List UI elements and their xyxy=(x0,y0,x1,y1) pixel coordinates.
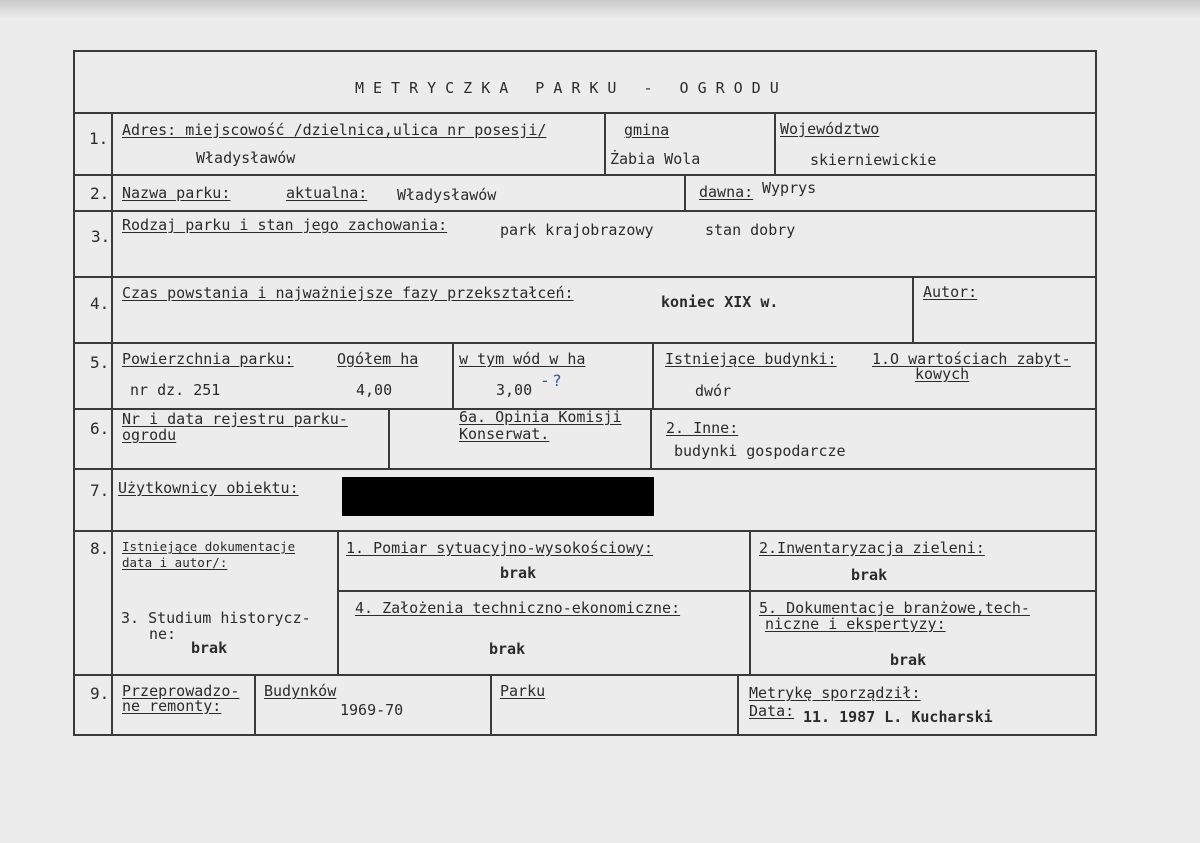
documentation-label-cont: data i autor/: xyxy=(122,555,228,570)
address-label: Adres: miejscowość /dzielnica,ulica nr posesji/ xyxy=(122,121,547,139)
cell-divider xyxy=(490,674,492,736)
cell-divider xyxy=(774,112,776,174)
other-buildings-value: budynki gospodarcze xyxy=(674,442,846,460)
greenery-inventory-value: brak xyxy=(851,566,888,584)
water-area-value: 3,00 xyxy=(496,381,533,399)
existing-buildings-label: Istniejące budynki: xyxy=(665,350,837,368)
park-name-label: Nazwa parku: xyxy=(122,184,231,202)
cell-divider xyxy=(650,408,652,468)
number-column-line xyxy=(111,112,113,734)
date-label: Data: xyxy=(749,702,795,720)
date-author-value: 11. 1987 L. Kucharski xyxy=(803,708,993,726)
row8-inner-separator xyxy=(337,590,1097,592)
former-name-value: Wyprys xyxy=(762,179,817,197)
current-name-label: aktualna: xyxy=(286,184,368,202)
cell-divider xyxy=(604,112,606,174)
row-separator xyxy=(73,112,1097,114)
row-number: 9. xyxy=(90,684,110,703)
technical-assumptions-label: 4. Założenia techniczno-ekonomiczne: xyxy=(355,599,681,617)
survey-label: 1. Pomiar sytuacyjno-wysokościowy: xyxy=(346,539,654,557)
row-separator xyxy=(73,342,1097,344)
frame-left xyxy=(73,50,75,736)
frame-top xyxy=(73,50,1097,52)
park-repair-label: Parku xyxy=(500,682,546,700)
condition-value: stan dobry xyxy=(705,221,796,239)
park-type-label: Rodzaj parku i stan jego zachowania: xyxy=(122,216,448,234)
register-label: Nr i data rejestru parku- xyxy=(122,410,348,428)
row-separator xyxy=(73,174,1097,176)
buildings-repair-label: Budynków xyxy=(264,682,337,700)
gmina-label: gmina xyxy=(624,121,670,139)
current-name-value: Władysławów xyxy=(397,186,497,204)
row-number: 3. xyxy=(91,227,111,246)
redaction-bar xyxy=(342,477,654,516)
historical-study-label: 3. Studium historycz- xyxy=(121,609,311,627)
commission-opinion-label: 6a. Opinia Komisji xyxy=(459,408,622,426)
documentation-label: Istniejące dokumentacje xyxy=(122,539,296,554)
row-number: 1. xyxy=(89,129,109,148)
users-label: Użytkownicy obiektu: xyxy=(118,479,299,497)
creation-time-value: koniec XIX w. xyxy=(661,293,779,311)
row-number: 6. xyxy=(90,419,110,438)
row-separator xyxy=(73,468,1097,470)
cell-divider xyxy=(652,342,654,408)
cell-divider xyxy=(749,530,751,674)
cell-divider xyxy=(912,276,914,342)
cell-divider xyxy=(452,342,454,408)
frame-bottom xyxy=(73,734,1097,736)
row-number: 8. xyxy=(90,539,110,558)
technical-assumptions-value: brak xyxy=(489,640,526,658)
area-label: Powierzchnia parku: xyxy=(122,350,294,368)
total-area-value: 4,00 xyxy=(356,381,393,399)
row-separator xyxy=(73,530,1097,532)
repairs-label-cont: ne remonty: xyxy=(122,697,222,715)
water-area-handwritten-note: - ? xyxy=(542,371,562,390)
row-number: 2. xyxy=(90,184,110,203)
voivodeship-label: Województwo xyxy=(780,120,880,138)
cell-divider xyxy=(737,674,739,736)
prepared-by-label: Metrykę sporządził: xyxy=(749,684,921,702)
scan-top-shadow xyxy=(0,0,1200,18)
row-separator xyxy=(73,210,1097,212)
card-title: METRYCZKA PARKU - OGRODU xyxy=(355,79,788,97)
gmina-value: Żabia Wola xyxy=(610,150,701,168)
address-value: Władysławów xyxy=(196,149,296,167)
water-area-label: w tym wód w ha xyxy=(459,350,586,368)
plot-number-value: nr dz. 251 xyxy=(130,381,221,399)
historical-study-value: brak xyxy=(191,639,228,657)
buildings-repair-value: 1969-70 xyxy=(340,701,404,719)
survey-value: brak xyxy=(500,564,537,582)
heritage-buildings-label: 1.O wartościach zabyt- xyxy=(872,350,1071,368)
other-buildings-label: 2. Inne: xyxy=(666,419,739,437)
repairs-label: Przeprowadzo- xyxy=(122,682,240,700)
row-number: 4. xyxy=(90,294,110,313)
row-number: 5. xyxy=(90,353,110,372)
total-area-label: Ogółem ha xyxy=(337,350,419,368)
branch-documentation-label-cont: niczne i ekspertyzy: xyxy=(765,615,946,633)
row-number: 7. xyxy=(90,481,110,500)
greenery-inventory-label: 2.Inwentaryzacja zieleni: xyxy=(759,539,985,557)
historical-study-label-cont: ne: xyxy=(149,625,177,643)
cell-divider xyxy=(337,530,339,674)
row-separator xyxy=(73,674,1097,676)
branch-documentation-label: 5. Dokumentacje branżowe,tech- xyxy=(759,599,1030,617)
row-separator xyxy=(73,276,1097,278)
park-type-value: park krajobrazowy xyxy=(500,221,654,239)
heritage-buildings-value: dwór xyxy=(695,382,732,400)
former-name-label: dawna: xyxy=(699,183,754,201)
cell-divider xyxy=(388,408,390,468)
creation-time-label: Czas powstania i najważniejsze fazy przekształceń: xyxy=(122,284,574,302)
cell-divider xyxy=(684,174,686,210)
frame-right xyxy=(1095,50,1097,736)
voivodeship-value: skierniewickie xyxy=(810,151,937,169)
park-record-card xyxy=(73,50,1097,736)
heritage-buildings-label-cont: kowych xyxy=(915,365,970,383)
cell-divider xyxy=(254,674,256,736)
branch-documentation-value: brak xyxy=(890,651,927,669)
commission-opinion-label-cont: Konserwat. xyxy=(459,425,550,443)
author-label: Autor: xyxy=(923,283,978,301)
register-label-cont: ogrodu xyxy=(122,426,177,444)
